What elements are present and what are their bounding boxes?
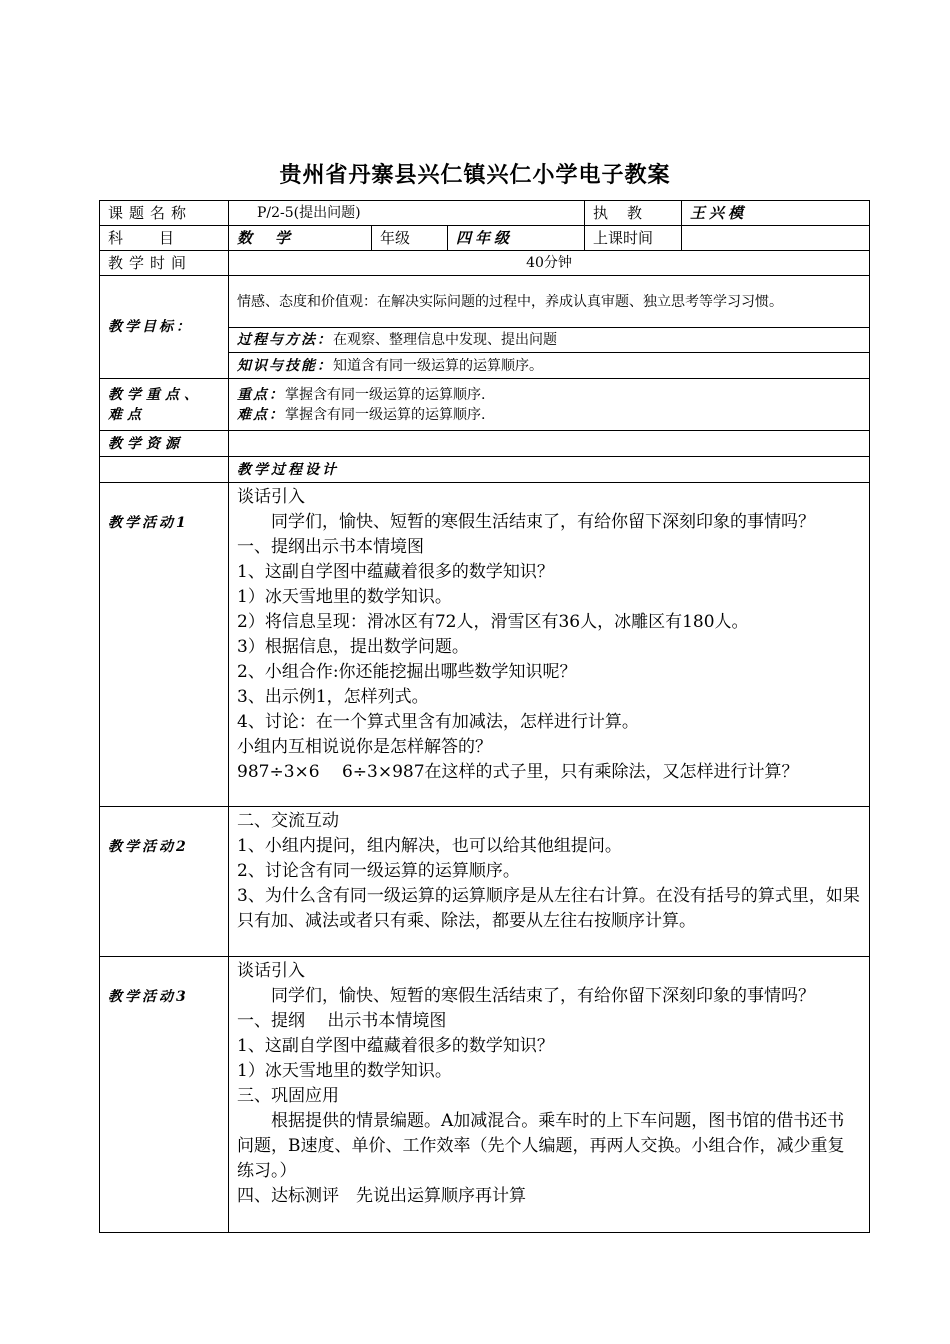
key-points-label: 教学重点、难点 [100,379,229,431]
page-title: 贵州省丹寨县兴仁镇兴仁小学电子教案 [279,163,671,188]
lesson-plan-table [99,200,870,1233]
activity-1-line: 1）冰天雪地里的数学知识。 [237,587,452,607]
class-time-value [682,226,870,251]
row-resources [100,431,870,457]
key-text: 掌握含有同一级运算的运算顺序. [285,386,486,403]
row-key-points [100,379,870,431]
activity-2-line: 3、为什么含有同一级运算的运算顺序是从左往右计算。在没有括号的算式里，如果只有加、减法或者只有乘、除法，都要从左往右按顺序计算。 [237,886,860,931]
teacher-value: 王兴模 [682,201,870,226]
duration-label: 教学时间 [100,251,229,276]
activity-3-line: 四、达标测评 先说出运算顺序再计算 [237,1186,526,1206]
course-name-value [229,201,585,226]
process-design-label: 教学过程设计 [229,457,870,483]
activity-1-line: 4、讨论：在一个算式里含有加减法，怎样进行计算。 [237,712,639,732]
row-activity-2 [100,807,870,957]
activity-1-content [229,483,870,807]
process-design-blank [100,457,229,483]
activity-3-line: 1）冰天雪地里的数学知识。 [237,1061,452,1081]
goal-knowledge [229,353,870,379]
activity-1-line: 987÷3×6 6÷3×987在这样的式子里，只有乘除法，又怎样进行计算？ [237,762,799,782]
duration-value: 40分钟 [229,251,870,276]
activity-1-label: 教学活动1 [100,483,229,807]
activity-1-line: 2）将信息呈现：滑冰区有72人，滑雪区有36人，冰雕区有180人。 [237,612,749,632]
activity-2-line: 二、交流互动 [237,811,339,831]
activity-2-line: 1、小组内提问，组内解决，也可以给其他组提问。 [237,836,622,856]
activity-2-label: 教学活动2 [100,807,229,957]
row-activity-3 [100,957,870,1233]
goal-process-label: 过程与方法： [237,332,333,348]
goal-process [229,328,870,353]
grade-label: 年级 [372,226,448,251]
row-course-name [100,201,870,226]
row-activity-1 [100,483,870,807]
row-subject [100,226,870,251]
activity-1-line: 小组内互相说说你是怎样解答的？ [237,737,492,757]
activity-3-line: 谈话引入 [237,961,305,981]
activity-2-content [229,807,870,957]
goal-process-text: 在观察、整理信息中发现、提出问题 [333,332,557,348]
goal-emotion: 情感、态度和价值观：在解决实际问题的过程中，养成认真审题、独立思考等学习习惯。 [229,276,870,328]
activity-1-line: 谈话引入 [237,487,305,507]
activity-3-content [229,957,870,1233]
course-name-text: P/2-5(提出问题) [257,205,361,221]
resources-value [229,431,870,457]
row-duration [100,251,870,276]
activity-1-line: 1、这副自学图中蕴藏着很多的数学知识？ [237,562,554,582]
activity-1-line: 3、出示例1，怎样列式。 [237,687,429,707]
activity-1-line: 3）根据信息，提出数学问题。 [237,637,469,657]
course-name-label: 课题名称 [100,201,229,226]
activity-3-line: 同学们，愉快、短暂的寒假生活结束了，有给你留下深刻印象的事情吗？ [271,986,815,1006]
activity-3-line: 三、巩固应用 [237,1086,339,1106]
grade-value: 四年级 [448,226,585,251]
key-label: 重点： [237,386,285,403]
activity-1-line: 同学们，愉快、短暂的寒假生活结束了，有给你留下深刻印象的事情吗？ [271,512,815,532]
activity-3-line: 一、提纲 出示书本情境图 [237,1011,447,1031]
activity-1-line: 2、小组合作:你还能挖掘出哪些数学知识呢？ [237,662,577,682]
class-time-label: 上课时间 [585,226,682,251]
activity-1-line: 一、提纲出示书本情境图 [237,537,424,557]
activity-3-line: 1、这副自学图中蕴藏着很多的数学知识？ [237,1036,554,1056]
activity-3-line: 根据提供的情景编题。A加减混合。乘车时的上下车问题，图书馆的借书还书问题，B速度、单价、工作效率（先个人编题，再两人交换。小组合作，减少重复练习。） [237,1111,845,1181]
teacher-label: 执 教 [585,201,682,226]
row-process-design [100,457,870,483]
goals-label: 教学目标： [100,276,229,379]
resources-label: 教学资源 [100,431,229,457]
subject-label: 科 目 [100,226,229,251]
difficult-text: 掌握含有同一级运算的运算顺序. [285,406,486,423]
subject-value: 数 学 [229,226,372,251]
key-points-content [229,379,870,431]
difficult-label: 难点： [237,406,285,423]
goal-knowledge-label: 知识与技能： [237,357,333,374]
row-goal-emotion [100,276,870,328]
activity-2-line: 2、讨论含有同一级运算的运算顺序。 [237,861,520,881]
activity-3-label: 教学活动3 [100,957,229,1233]
goal-knowledge-text: 知道含有同一级运算的运算顺序。 [333,357,543,374]
